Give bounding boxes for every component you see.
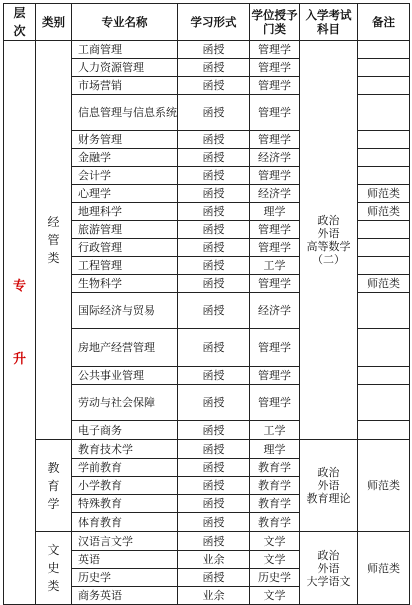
major-name: 金融学 [72,149,178,167]
note-arts: 师范类 [358,532,410,605]
degree: 理学 [250,203,300,221]
level-char-1: 专 [12,278,26,294]
note [358,221,410,239]
note [358,329,410,367]
degree: 文学 [250,587,300,605]
major-name: 劳动与社会保障 [72,385,178,421]
category-econ: 经管类 [36,41,72,440]
exam-arts: 政治 外语 大学语文 [300,532,358,605]
study-form: 函授 [178,569,250,587]
exam-edu: 政治 外语 教育理论 [300,440,358,532]
study-form: 函授 [178,421,250,440]
major-name: 工程管理 [72,257,178,275]
degree: 管理学 [250,131,300,149]
header-major: 专业名称 [72,4,178,41]
degree: 管理学 [250,95,300,131]
major-name: 教育技术学 [72,440,178,459]
degree: 历史学 [250,569,300,587]
table-row [4,532,410,551]
study-form: 函授 [178,185,250,203]
major-name: 房地产经营管理 [72,329,178,367]
major-name: 市场营销 [72,77,178,95]
study-form: 函授 [178,459,250,477]
study-form: 函授 [178,532,250,551]
study-form: 函授 [178,440,250,459]
major-name: 国际经济与贸易 [72,293,178,329]
major-name: 历史学 [72,569,178,587]
table-row [4,41,410,59]
header-level: 层次 [4,4,36,41]
degree: 管理学 [250,367,300,385]
study-form: 函授 [178,385,250,421]
note [358,149,410,167]
study-form: 函授 [178,203,250,221]
major-name: 人力资源管理 [72,59,178,77]
note: 师范类 [358,275,410,293]
note [358,367,410,385]
major-name: 工商管理 [72,41,178,59]
degree: 文学 [250,532,300,551]
note: 师范类 [358,203,410,221]
study-form: 函授 [178,41,250,59]
study-form: 函授 [178,221,250,239]
major-name: 心理学 [72,185,178,203]
major-name: 财务管理 [72,131,178,149]
degree: 管理学 [250,167,300,185]
major-name: 电子商务 [72,421,178,440]
header-category: 类别 [36,4,72,41]
degree: 经济学 [250,185,300,203]
study-form: 函授 [178,149,250,167]
degree: 管理学 [250,275,300,293]
degree: 教育学 [250,495,300,513]
study-form: 函授 [178,257,250,275]
degree: 工学 [250,257,300,275]
major-name: 地理科学 [72,203,178,221]
note: 师范类 [358,185,410,203]
study-form: 函授 [178,513,250,532]
note [358,167,410,185]
note [358,131,410,149]
note [358,257,410,275]
major-name: 信息管理与信息系统 [72,95,178,131]
degree: 管理学 [250,329,300,367]
major-name: 公共事业管理 [72,367,178,385]
major-name: 体育教育 [72,513,178,532]
note [358,95,410,131]
degree: 管理学 [250,385,300,421]
level-cell [4,41,36,605]
major-name: 生物科学 [72,275,178,293]
major-name: 小学教育 [72,477,178,495]
study-form: 函授 [178,239,250,257]
program-table [3,3,410,605]
category-edu: 教育学 [36,440,72,532]
degree: 经济学 [250,149,300,167]
study-form: 业余 [178,551,250,569]
degree: 管理学 [250,221,300,239]
degree: 管理学 [250,239,300,257]
exam-econ: 政治 外语 高等数学 （二） [300,41,358,440]
note [358,421,410,440]
degree: 教育学 [250,477,300,495]
note [358,77,410,95]
header-row [4,4,410,41]
study-form: 函授 [178,95,250,131]
note [358,41,410,59]
note [358,59,410,77]
header-degree: 学位授予门类 [250,4,300,41]
major-name: 行政管理 [72,239,178,257]
degree: 管理学 [250,77,300,95]
level-char-2: 升 [12,351,26,367]
degree: 工学 [250,421,300,440]
degree: 理学 [250,440,300,459]
degree: 教育学 [250,513,300,532]
degree: 管理学 [250,41,300,59]
major-name: 商务英语 [72,587,178,605]
study-form: 函授 [178,293,250,329]
table-row [4,440,410,459]
degree: 经济学 [250,293,300,329]
degree: 教育学 [250,459,300,477]
major-name: 学前教育 [72,459,178,477]
note-edu: 师范类 [358,440,410,532]
header-note: 备注 [358,4,410,41]
major-name: 旅游管理 [72,221,178,239]
major-name: 英语 [72,551,178,569]
study-form: 函授 [178,131,250,149]
study-form: 函授 [178,495,250,513]
major-name: 汉语言文学 [72,532,178,551]
study-form: 函授 [178,477,250,495]
degree: 文学 [250,551,300,569]
category-arts: 文史类 [36,532,72,605]
header-study-form: 学习形式 [178,4,250,41]
degree: 管理学 [250,59,300,77]
note [358,239,410,257]
major-name: 会计学 [72,167,178,185]
header-exam: 入学考试科目 [300,4,358,41]
study-form: 函授 [178,77,250,95]
study-form: 函授 [178,167,250,185]
study-form: 函授 [178,367,250,385]
major-name: 特殊教育 [72,495,178,513]
study-form: 函授 [178,329,250,367]
study-form: 函授 [178,59,250,77]
note [358,293,410,329]
study-form: 业余 [178,587,250,605]
note [358,385,410,421]
study-form: 函授 [178,275,250,293]
